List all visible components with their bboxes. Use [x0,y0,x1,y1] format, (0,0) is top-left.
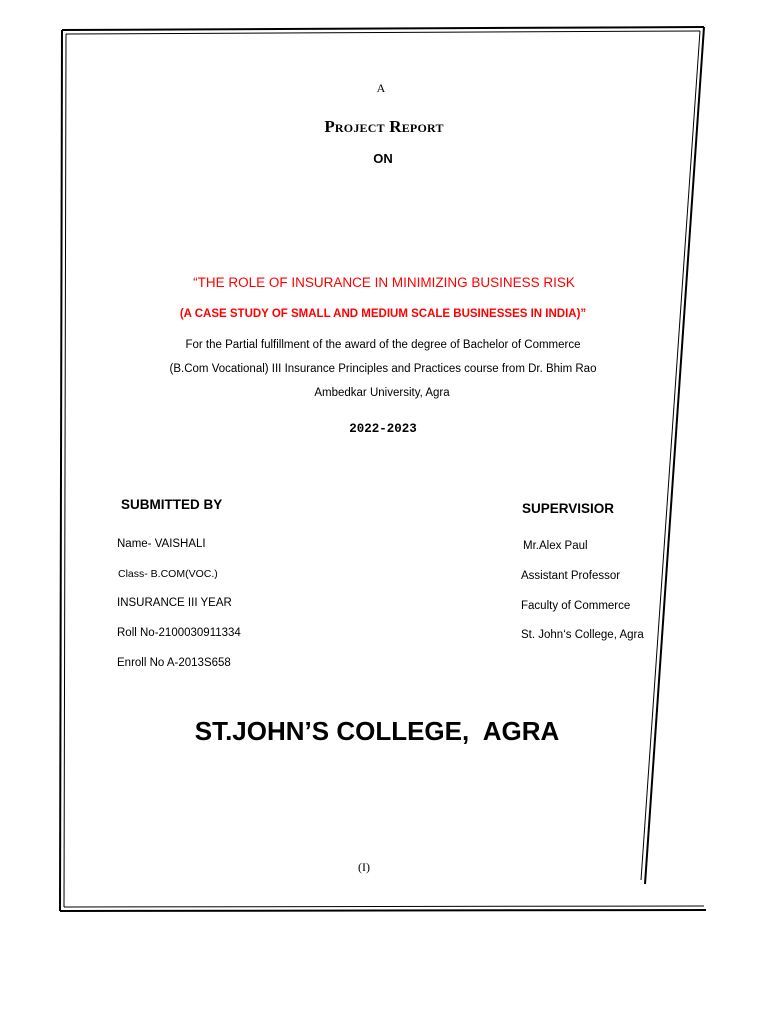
session-years: 2022-2023 [349,422,417,436]
purpose-line-3: Ambedkar University, Agra [314,387,450,399]
report-title: “THE ROLE OF INSURANCE IN MINIMIZING BUSINESS RISK [193,275,575,290]
a-label: A [376,81,386,95]
report-heading: Project Report [324,117,444,136]
purpose-line-2: (B.Com Vocational) III Insurance Principles and Practices course from Dr. Bhim Rao [169,363,597,375]
student-year: INSURANCE III YEAR [117,597,232,609]
student-name: Name- VAISHALI [117,538,206,550]
supervisor-heading: SUPERVISIOR [522,501,615,516]
student-roll: Roll No-2100030911334 [117,627,241,639]
supervisor-name: Mr.Alex Paul [523,540,588,552]
student-enroll: Enroll No A-2013S658 [117,657,231,669]
college-name: ST.JOHN’S COLLEGE, AGRA [194,716,560,746]
purpose-line-1: For the Partial fulfillment of the award of the degree of Bachelor of Commerce [185,339,581,351]
submitted-by-heading: SUBMITTED BY [121,497,223,512]
supervisor-college: St. John‘s College, Agra [521,629,644,641]
on-label: ON [373,151,393,166]
report-subtitle: (A CASE STUDY OF SMALL AND MEDIUM SCALE BUSINESSES IN INDIA)” [179,308,587,320]
page-number: (I) [358,860,370,874]
student-class: Class- B.COM(VOC.) [118,568,218,580]
supervisor-faculty: Faculty of Commerce [521,600,631,612]
supervisor-designation: Assistant Professor [521,570,621,582]
